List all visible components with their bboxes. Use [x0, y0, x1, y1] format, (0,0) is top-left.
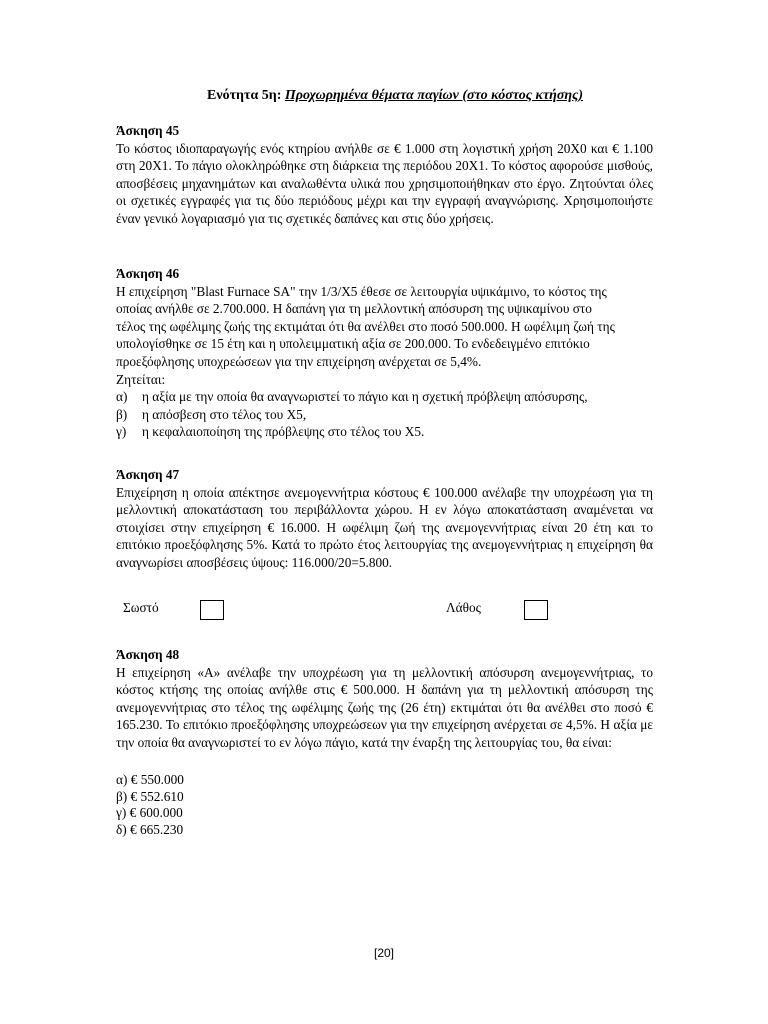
exercise-46-item: α) η αξία με την οποία θα αναγνωριστεί το πάγιο και η σχετική πρόβλεψη απόσυρσης, — [116, 389, 588, 405]
true-checkbox[interactable] — [200, 600, 224, 620]
exercise-45 — [116, 122, 653, 228]
exercise-47-title: Άσκηση 47 — [116, 467, 180, 482]
true-label: Σωστό — [123, 600, 159, 615]
answer-option: δ) € 665.230 — [116, 821, 184, 837]
exercise-46-line: προεξόφλησης υποχρεώσεων για την επιχείρηση ανέρχεται σε 5,4%. — [116, 353, 482, 369]
exercise-46 — [116, 265, 716, 441]
exercise-46-asked: Ζητείται: — [116, 371, 166, 387]
exercise-45-title: Άσκηση 45 — [116, 123, 180, 138]
exercise-45-text: Το κόστος ιδιοπαραγωγής ενός κτηρίου ανήλθε σε € 1.000 στη λογιστική χρήση 20Χ0 και € 1.100 στη 20Χ1. Το πάγιο ολοκληρώθηκε στη διάρκεια της περιόδου 20Χ1. Το κόστος αφορούσε μισθούς, αποσβέσεις μηχανημάτων και αναλωθέντα υλικά που χρησιμοποιήθηκαν στο έργο. Ζητούνται όλες οι σχετικές εγγραφές για τις δύο περιόδους μέχρι και την εγγραφή αναγνώρισης. Χρησιμοποιήστε έναν γενικό λογαριασμό για τις σχετικές δαπάνες και στις δύο χρήσεις. — [116, 140, 653, 226]
unit-label: Ενότητα 5η: — [207, 88, 282, 103]
false-checkbox[interactable] — [524, 600, 548, 620]
section-header — [207, 88, 583, 104]
answer-option: α) € 550.000 — [116, 772, 184, 787]
exercise-46-line: υπολογίσθηκε σε 15 έτη και η υπολειμματική αξία σε 200.000. Το ενδεδειγμένο επιτόκιο — [116, 336, 590, 352]
exercise-48-text: Η επιχείρηση «Α» ανέλαβε την υποχρέωση για τη μελλοντική απόσυρση ανεμογεννήτριας, το κόστος κτήσης της οποίας ανήλθε στις € 500.000. Η δαπάνη για τη μελλοντική απόσυρση της ανεμογεννήτριας στο τέλος της ωφέλιμης ζωής της (26 έτη) εκτιμάται ότι θα ανέλθει στο ποσό € 165.230. Το επιτόκιο προεξόφλησης υποχρεώσεων για την επιχείρηση ανέρχεται σε 4,5%. Η αξία με την οποία θα αναγνωριστεί το εν λόγω πάγιο, κατά την έναρξη της λειτουργίας του, θα είναι: — [116, 664, 653, 750]
exercise-46-line: Η επιχείρηση "Blast Furnace SA" την 1/3/Χ5 έθεσε σε λειτουργία υψικάμινο, το κόστος της — [116, 283, 607, 299]
exercise-48-options — [116, 772, 184, 838]
exercise-46-line: τέλος της ωφέλιμης ζωής της εκτιμάται ότι θα ανέλθει στο ποσό 500.000. Η ωφέλιμη ζωή της — [116, 318, 615, 334]
exercise-48-title: Άσκηση 48 — [116, 647, 180, 662]
exercise-46-item: β) η απόσβεση στο τέλος του Χ5, — [116, 406, 307, 422]
exercise-46-title: Άσκηση 46 — [116, 266, 180, 281]
exercise-48 — [116, 646, 653, 752]
exercise-47-text: Επιχείρηση η οποία απέκτησε ανεμογεννήτρια κόστους € 100.000 ανέλαβε την υποχρέωση για τη μελλοντική αποκατάσταση του περιβάλλοντα χώρου. Η εν λόγω αποκατάσταση αναμένεται να στοιχίσει στην επιχείρηση € 16.000. Η ωφέλιμη ζωή της ανεμογεννήτριας είναι 20 έτη και το επιτόκιο προεξόφλησης 5%. Κατά το πρώτο έτος λειτουργίας της ανεμογεννήτριας η επιχείρηση θα αναγνωρίσει αποσβέσεις ύψους: 116.000/20=5.800. — [116, 484, 653, 570]
answer-option: β) € 552.610 — [116, 788, 184, 804]
exercise-47 — [116, 466, 653, 572]
exercise-46-line: οποίας ανήλθε σε 2.700.000. Η δαπάνη για τη μελλοντική απόσυρση της υψικαμίνου στο — [116, 301, 592, 317]
page-number: [20] — [373, 946, 394, 960]
false-label: Λάθος — [446, 600, 481, 615]
unit-topic: Προχωρημένα θέματα παγίων (στο κόστος κτήσης) — [284, 88, 583, 103]
exercise-46-item: γ) η κεφαλαιοποίηση της πρόβλεψης στο τέλος του Χ5. — [116, 424, 425, 440]
answer-option: γ) € 600.000 — [116, 805, 183, 820]
